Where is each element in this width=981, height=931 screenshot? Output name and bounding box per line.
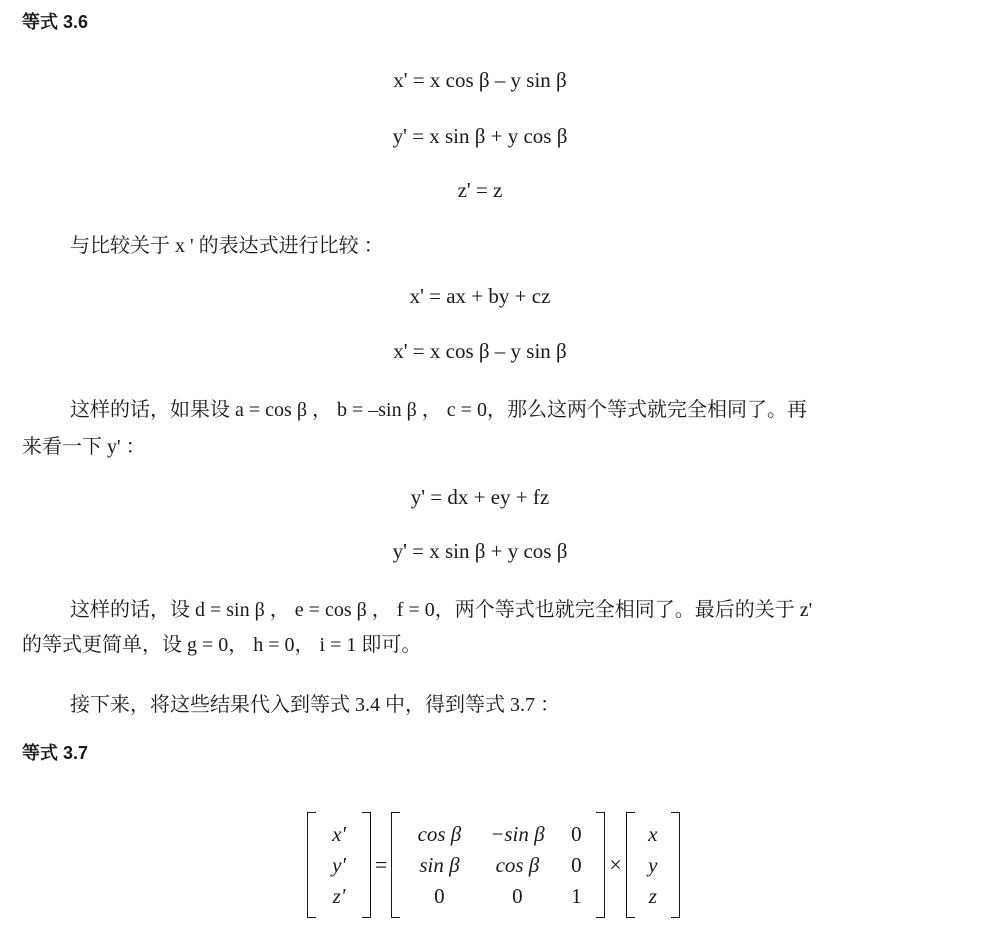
compare-x-intro: 与比较关于 x ' 的表达式进行比较 ： [70, 235, 384, 257]
equation-rotation-x: x' = x cos β – y sin β [393, 339, 567, 363]
rhs-z: z [648, 884, 657, 908]
equation-general-x: x' = ax + by + cz [409, 284, 551, 308]
matrix-cell-2-3: 0 [571, 853, 582, 877]
equals-sign: = [375, 852, 388, 877]
lhs-vector [307, 812, 371, 918]
rhs-y: y [648, 853, 658, 877]
equation-line-y-prime: y' = x sin β + y cos β [392, 124, 568, 148]
equation-3-7-heading: 等式 3.7 [22, 743, 89, 763]
matrix-cell-2-1: sin β [419, 853, 460, 877]
matrix-cell-3-1: 0 [434, 884, 445, 908]
paragraph-y-line-1: 这样的话，设 d = sin β ， e = cos β ， f = 0，两个等式也就完全相同了。最后的关于 z' [70, 599, 813, 621]
matrix-equation [307, 812, 680, 918]
times-sign: × [609, 852, 622, 877]
lhs-y-prime: y' [332, 853, 346, 877]
matrix-cell-3-2: 0 [512, 884, 523, 908]
matrix-cell-1-2: −sin β [490, 822, 545, 846]
matrix-cell-1-1: cos β [417, 822, 462, 846]
rhs-vector [626, 812, 680, 918]
rotation-matrix [391, 812, 605, 918]
equation-3-6-heading: 等式 3.6 [22, 12, 89, 32]
equation-line-x-prime: x' = x cos β – y sin β [393, 68, 567, 92]
equation-line-z-prime: z' = z [457, 178, 503, 202]
matrix-cell-1-3: 0 [571, 822, 582, 846]
lhs-x-prime: x' [332, 822, 346, 846]
paragraph-x-line-1: 这样的话，如果设 a = cos β ， b = –sin β ， c = 0，那么这两个等式就完全相同了。再 [70, 399, 807, 421]
paragraph-y-line-2: 的等式更简单，设 g = 0， h = 0， i = 1 即可。 [22, 634, 422, 656]
equation-rotation-y: y' = x sin β + y cos β [392, 539, 568, 563]
paragraph-next: 接下来，将这些结果代入到等式 3.4 中，得到等式 3.7 ： [70, 694, 560, 716]
equation-general-y: y' = dx + ey + fz [410, 485, 550, 509]
matrix-cell-3-3: 1 [571, 884, 582, 908]
lhs-z-prime: z' [332, 884, 346, 908]
paragraph-x-line-2: 来看一下 y' ： [22, 436, 146, 458]
matrix-cell-2-2: cos β [495, 853, 540, 877]
rhs-x: x [648, 822, 658, 846]
